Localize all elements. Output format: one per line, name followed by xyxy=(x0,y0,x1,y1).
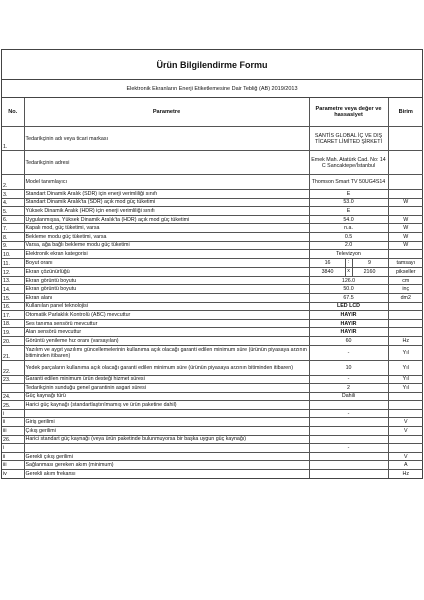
row-parameter: Ekran alanı xyxy=(24,293,309,302)
row-value: 0.5 xyxy=(309,232,388,241)
table-row xyxy=(2,198,423,207)
row-parameter: Tedarikçinin adresi xyxy=(24,151,309,175)
row-unit: V xyxy=(388,452,423,461)
header-no: No. xyxy=(2,98,24,127)
row-value xyxy=(309,427,388,436)
row-value: 50.0 xyxy=(309,285,388,294)
row-value: n.a. xyxy=(309,224,388,233)
table-row xyxy=(2,250,423,259)
resolution-value xyxy=(309,267,388,276)
table-row xyxy=(2,360,423,375)
table-row xyxy=(2,418,423,427)
row-unit: W xyxy=(388,198,423,207)
row-unit xyxy=(388,175,423,190)
row-number xyxy=(2,384,24,393)
form-title: Ürün Bilgilendirme Formu xyxy=(2,50,422,80)
row-parameter: Model tanımlayıcı xyxy=(24,175,309,190)
row-value: LED LCD xyxy=(309,302,388,311)
row-parameter: Çıkış gerilimi xyxy=(24,427,309,436)
row-value xyxy=(309,452,388,461)
row-number: 15. xyxy=(2,293,24,302)
row-unit xyxy=(388,190,423,199)
row-number: iv xyxy=(2,470,24,479)
resolution-width: 3840 xyxy=(321,268,334,275)
row-value: 10 xyxy=(309,360,388,375)
row-number: 1. xyxy=(2,127,24,151)
row-number: 13. xyxy=(2,276,24,285)
aspect-width: 16 xyxy=(324,259,331,266)
row-value: 54.0 xyxy=(309,215,388,224)
aspect-ratio-value xyxy=(309,258,388,267)
row-value: HAYIR xyxy=(309,328,388,337)
row-unit: V xyxy=(388,427,423,436)
table-row xyxy=(2,285,423,294)
row-unit: V xyxy=(388,418,423,427)
row-value: HAYIR xyxy=(309,319,388,328)
row-value: 60 xyxy=(309,336,388,345)
table-row xyxy=(2,215,423,224)
table-row xyxy=(2,267,423,276)
table-row xyxy=(2,311,423,320)
row-number: iii xyxy=(2,427,24,436)
row-unit xyxy=(388,207,423,216)
row-number: ii xyxy=(2,418,24,427)
aspect-separator: : xyxy=(345,259,353,267)
table-row xyxy=(2,392,423,401)
row-value: SANTİS GLOBAL İÇ VE DIŞ TİCARET LİMİTED ŞİRKETİ xyxy=(309,127,388,151)
table-row xyxy=(2,127,423,151)
row-unit: Hz xyxy=(388,336,423,345)
row-parameter: Kullanılan panel teknolojisi xyxy=(24,302,309,311)
row-value: Thomson Smart TV 50UG4S14 xyxy=(309,175,388,190)
row-unit: W xyxy=(388,224,423,233)
row-parameter: Yüksek Dinamik Aralık (HDR) için enerji verimliliği sınıfı xyxy=(24,207,309,216)
row-value: - xyxy=(309,345,388,360)
row-parameter: Otomatik Parlaklık Kontrolü (ABC) mevcuttur xyxy=(24,311,309,320)
table-row xyxy=(2,276,423,285)
row-value: HAYIR xyxy=(309,311,388,320)
table-row xyxy=(2,452,423,461)
row-number: 7. xyxy=(2,224,24,233)
row-value: E xyxy=(309,190,388,199)
table-row xyxy=(2,151,423,175)
row-number: 11. xyxy=(2,258,24,267)
row-number: 6. xyxy=(2,215,24,224)
table-row xyxy=(2,409,423,418)
row-unit xyxy=(388,435,423,444)
row-number: iii xyxy=(2,461,24,470)
row-parameter: Tedarikçinin sunduğu genel garantinin asgari süresi xyxy=(24,384,309,393)
row-value: - xyxy=(309,444,388,453)
row-value: - xyxy=(309,375,388,384)
table-row xyxy=(2,328,423,337)
row-unit xyxy=(388,311,423,320)
row-value: 2.0 xyxy=(309,241,388,250)
row-unit: tamsayı xyxy=(388,258,423,267)
row-value xyxy=(309,418,388,427)
row-number: i xyxy=(2,444,24,453)
row-number xyxy=(2,151,24,175)
row-value: - xyxy=(309,409,388,418)
row-unit: W xyxy=(388,232,423,241)
row-parameter: Tedarikçinin adı veya ticari markası xyxy=(24,127,309,151)
table-row xyxy=(2,470,423,479)
table-row xyxy=(2,345,423,360)
header-value: Parametre veya değer ve hassasiyet xyxy=(309,98,388,127)
table-row xyxy=(2,435,423,444)
resolution-separator: x xyxy=(345,268,353,276)
row-unit: cm xyxy=(388,276,423,285)
row-parameter: Varsa, ağa bağlı bekleme modu güç tüketimi xyxy=(24,241,309,250)
table-row xyxy=(2,258,423,267)
row-number: 18. xyxy=(2,319,24,328)
parameter-table xyxy=(2,98,423,478)
row-number: 21. xyxy=(2,345,24,360)
row-number: 3. xyxy=(2,190,24,199)
row-unit xyxy=(388,319,423,328)
row-unit: inç xyxy=(388,285,423,294)
row-parameter: Ses tanıma sensörü mevcuttur xyxy=(24,319,309,328)
row-parameter: Gerekli çıkış gerilimi xyxy=(24,452,309,461)
row-unit: Yıl xyxy=(388,360,423,375)
row-unit xyxy=(388,401,423,410)
row-value xyxy=(309,470,388,479)
row-unit: dm2 xyxy=(388,293,423,302)
row-number: 23. xyxy=(2,375,24,384)
row-unit xyxy=(388,302,423,311)
row-number: 10. xyxy=(2,250,24,259)
row-value xyxy=(309,461,388,470)
row-parameter: Yazılım ve aygıt yazılımı güncellemelerinin kullanıma açık olacağı garanti edilen minimum süre (ürünün piyasaya arzının bitiminden itibaren) xyxy=(24,345,309,360)
table-row xyxy=(2,461,423,470)
row-value: 126.0 xyxy=(309,276,388,285)
row-number: 26. xyxy=(2,435,24,444)
row-parameter: Standart Dinamik Aralık (SDR) için enerji verimliliği sınıfı xyxy=(24,190,309,199)
row-number: 2. xyxy=(2,175,24,190)
row-parameter: Görüntü yenileme hız oranı (varsayılan) xyxy=(24,336,309,345)
row-number: 20. xyxy=(2,336,24,345)
table-row xyxy=(2,375,423,384)
row-parameter: Garanti edilen minimum ürün desteği hizmet süresi xyxy=(24,375,309,384)
row-number: i xyxy=(2,409,24,418)
row-parameter: Ekran çözünürlüğü xyxy=(24,267,309,276)
row-number: 25. xyxy=(2,401,24,410)
row-parameter: Alan sensörü mevcuttur xyxy=(24,328,309,337)
row-parameter xyxy=(24,444,309,453)
row-parameter: Ekran görüntü boyutu xyxy=(24,285,309,294)
row-value xyxy=(309,435,388,444)
form-subtitle: Elektronik Ekranların Enerji Etiketlemesine Dair Tebliğ (AB) 2019/2013 xyxy=(2,80,422,98)
row-value: Dahili xyxy=(309,392,388,401)
row-value: E xyxy=(309,207,388,216)
row-parameter: Gerekli akım frekansı xyxy=(24,470,309,479)
row-unit: Hz xyxy=(388,470,423,479)
row-number: 12. xyxy=(2,267,24,276)
row-number: 8. xyxy=(2,232,24,241)
row-parameter: Bekleme modu güç tüketimi, varsa xyxy=(24,232,309,241)
row-unit: W xyxy=(388,241,423,250)
row-number: 5. xyxy=(2,207,24,216)
row-parameter: Elektronik ekran kategorisi xyxy=(24,250,309,259)
row-number: 16. xyxy=(2,302,24,311)
row-value: Emek Mah. Atatürk Cad. No: 14 C Sancaktepe/İstanbul xyxy=(309,151,388,175)
row-unit: W xyxy=(388,215,423,224)
table-row xyxy=(2,241,423,250)
header-parameter: Parametre xyxy=(24,98,309,127)
table-row xyxy=(2,293,423,302)
table-row xyxy=(2,384,423,393)
product-info-form xyxy=(1,49,423,479)
table-row xyxy=(2,444,423,453)
row-parameter xyxy=(24,409,309,418)
row-parameter: Boyut oranı xyxy=(24,258,309,267)
row-parameter: Harici standart güç kaynağı (veya ürün paketinde bulunmuyorsa bir başka uygun güç kaynağı) xyxy=(24,435,309,444)
row-value: 2 xyxy=(309,384,388,393)
row-parameter: Uygulanmışsa, Yüksek Dinamik Aralık'ta (HDR) açık mod güç tüketimi xyxy=(24,215,309,224)
row-value: 53.0 xyxy=(309,198,388,207)
aspect-height: 9 xyxy=(368,259,371,266)
row-number: 9. xyxy=(2,241,24,250)
row-parameter: Giriş gerilimi xyxy=(24,418,309,427)
table-row xyxy=(2,319,423,328)
row-number: 22. xyxy=(2,360,24,375)
row-parameter: Yedek parçaların kullanıma açık olacağı garanti edilen minimum süre (ürünün piyasaya arzının bitiminden itibaren) xyxy=(24,360,309,375)
resolution-height: 2160 xyxy=(363,268,376,275)
row-number: 17. xyxy=(2,311,24,320)
row-value xyxy=(309,401,388,410)
row-unit xyxy=(388,444,423,453)
row-parameter: Ekran görüntü boyutu xyxy=(24,276,309,285)
table-row xyxy=(2,224,423,233)
row-unit: Yıl xyxy=(388,384,423,393)
row-parameter: Güç kaynağı türü xyxy=(24,392,309,401)
row-unit: Yıl xyxy=(388,345,423,360)
row-parameter: Sağlanması gereken akım (minimum) xyxy=(24,461,309,470)
row-unit xyxy=(388,392,423,401)
table-row xyxy=(2,401,423,410)
table-row xyxy=(2,427,423,436)
row-number: 14. xyxy=(2,285,24,294)
table-row xyxy=(2,232,423,241)
row-unit: A xyxy=(388,461,423,470)
row-unit: pikseller xyxy=(388,267,423,276)
row-unit xyxy=(388,328,423,337)
table-row xyxy=(2,207,423,216)
table-row xyxy=(2,336,423,345)
row-parameter: Standart Dinamik Aralık'ta (SDR) açık mod güç tüketimi xyxy=(24,198,309,207)
table-row xyxy=(2,175,423,190)
row-value: Televizyon xyxy=(309,250,388,259)
row-parameter: Kapalı mod, güç tüketimi, varsa xyxy=(24,224,309,233)
row-unit xyxy=(388,250,423,259)
row-number: 4. xyxy=(2,198,24,207)
row-value: 67.5 xyxy=(309,293,388,302)
row-unit xyxy=(388,409,423,418)
row-number: 24. xyxy=(2,392,24,401)
row-unit xyxy=(388,127,423,151)
row-unit: Yıl xyxy=(388,375,423,384)
row-number: ii xyxy=(2,452,24,461)
row-unit xyxy=(388,151,423,175)
header-unit: Birim xyxy=(388,98,423,127)
row-parameter: Harici güç kaynağı (standartlaştırılmamış ve ürün paketine dahil) xyxy=(24,401,309,410)
row-number: 19. xyxy=(2,328,24,337)
table-row xyxy=(2,190,423,199)
table-row xyxy=(2,302,423,311)
